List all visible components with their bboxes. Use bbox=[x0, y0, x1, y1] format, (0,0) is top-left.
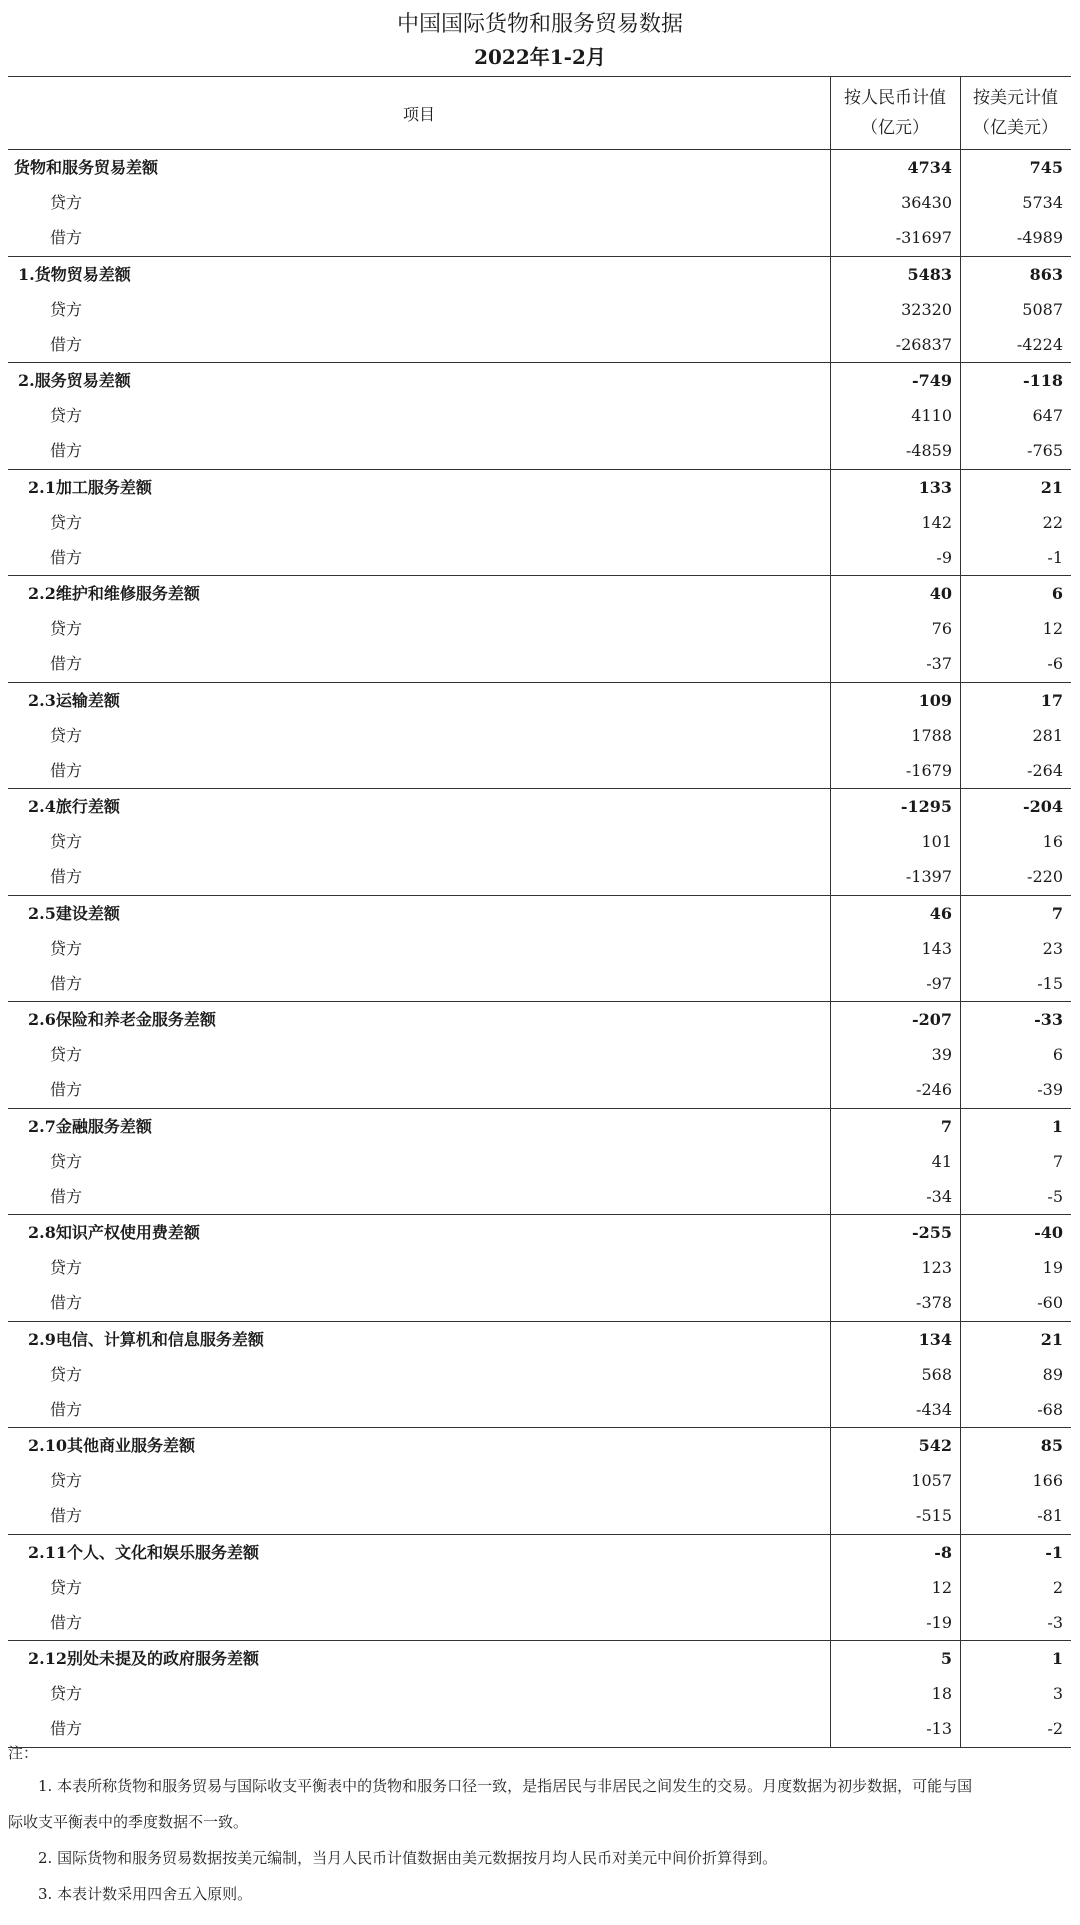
table-group bbox=[8, 1002, 1071, 1109]
credit-row bbox=[8, 1570, 1071, 1605]
column-divider bbox=[960, 789, 961, 895]
usd-value: -2 bbox=[1047, 1719, 1063, 1739]
rmb-value: 76 bbox=[931, 619, 952, 639]
row-label: 2.1加工服务差额 bbox=[28, 477, 152, 497]
column-divider bbox=[960, 1002, 961, 1108]
column-divider bbox=[830, 683, 831, 789]
rmb-value: 46 bbox=[929, 903, 952, 923]
usd-value: 23 bbox=[1042, 938, 1063, 958]
rmb-value: 1788 bbox=[911, 725, 952, 745]
credit-row bbox=[8, 1357, 1071, 1392]
notes bbox=[8, 1738, 1071, 1912]
usd-value: 1 bbox=[1051, 1649, 1063, 1668]
header-usd bbox=[960, 77, 1071, 149]
rmb-value: 40 bbox=[929, 584, 952, 603]
debit-row bbox=[8, 1392, 1071, 1427]
balance-row bbox=[8, 1641, 1071, 1676]
row-label: 2.10其他商业服务差额 bbox=[28, 1436, 195, 1455]
row-label: 借方 bbox=[50, 1186, 83, 1206]
usd-value: -4989 bbox=[1016, 228, 1063, 248]
credit-row bbox=[8, 185, 1071, 220]
column-divider bbox=[960, 1109, 961, 1215]
credit-row bbox=[8, 292, 1071, 327]
row-label: 借方 bbox=[50, 973, 83, 993]
rmb-value: 568 bbox=[921, 1364, 952, 1384]
rmb-value: 7 bbox=[940, 1116, 952, 1136]
usd-value: -39 bbox=[1037, 1080, 1063, 1100]
column-divider bbox=[830, 470, 831, 576]
usd-value: -118 bbox=[1022, 371, 1063, 390]
debit-row bbox=[8, 433, 1071, 468]
rmb-value: 41 bbox=[931, 1151, 952, 1171]
rmb-value: 5 bbox=[940, 1649, 952, 1668]
row-label: 借方 bbox=[50, 867, 83, 887]
table-group bbox=[8, 1428, 1071, 1535]
row-label: 贷方 bbox=[50, 619, 83, 639]
usd-value: 5087 bbox=[1022, 299, 1063, 319]
usd-value: -68 bbox=[1037, 1399, 1063, 1419]
column-divider bbox=[960, 77, 961, 149]
note-2: 2. 国际货物和服务贸易数据按美元编制，当月人民币计值数据由美元数据按月均人民币对美元中间价折算得到。 bbox=[38, 1849, 778, 1867]
usd-value: 12 bbox=[1042, 619, 1063, 639]
column-divider bbox=[830, 1322, 831, 1428]
usd-value: 166 bbox=[1032, 1471, 1063, 1491]
debit-row bbox=[8, 220, 1071, 255]
rmb-value: 4110 bbox=[911, 406, 952, 426]
row-label: 贷方 bbox=[50, 193, 83, 213]
rmb-value: -434 bbox=[916, 1399, 952, 1419]
balance-row bbox=[8, 789, 1071, 824]
table-group bbox=[8, 1322, 1071, 1429]
usd-value: 6 bbox=[1051, 584, 1063, 603]
table-group bbox=[8, 789, 1071, 896]
rmb-value: 143 bbox=[921, 938, 952, 958]
row-label: 贷方 bbox=[50, 1364, 83, 1384]
row-label: 借方 bbox=[50, 441, 83, 461]
row-label: 借方 bbox=[50, 334, 83, 354]
usd-value: -33 bbox=[1034, 1010, 1063, 1029]
row-label: 借方 bbox=[50, 1612, 83, 1632]
usd-value: 647 bbox=[1032, 406, 1063, 426]
credit-row bbox=[8, 1676, 1071, 1711]
column-divider bbox=[830, 1535, 831, 1641]
rmb-value: -4859 bbox=[905, 441, 952, 461]
table-body bbox=[8, 150, 1071, 1747]
credit-row bbox=[8, 1250, 1071, 1285]
rmb-value: 18 bbox=[931, 1684, 952, 1704]
rmb-value: 142 bbox=[921, 512, 952, 532]
debit-row bbox=[8, 327, 1071, 362]
usd-value: -1 bbox=[1045, 1542, 1063, 1562]
usd-value: 7 bbox=[1052, 1151, 1063, 1171]
row-label: 2.11个人、文化和娱乐服务差额 bbox=[28, 1542, 259, 1562]
row-label: 2.12别处未提及的政府服务差额 bbox=[28, 1649, 259, 1668]
rmb-value: -97 bbox=[926, 973, 952, 993]
row-label: 借方 bbox=[50, 654, 83, 674]
balance-row bbox=[8, 1002, 1071, 1037]
table-group bbox=[8, 1535, 1071, 1642]
column-divider bbox=[960, 1215, 961, 1321]
row-label: 贷方 bbox=[50, 725, 83, 745]
usd-value: -6 bbox=[1047, 654, 1063, 674]
usd-value: 1 bbox=[1051, 1116, 1063, 1136]
column-divider bbox=[830, 150, 831, 256]
rmb-value: 36430 bbox=[901, 193, 952, 213]
rmb-value: -246 bbox=[916, 1080, 952, 1100]
balance-row bbox=[8, 1215, 1071, 1250]
credit-row bbox=[8, 398, 1071, 433]
column-divider bbox=[960, 1641, 961, 1747]
debit-row bbox=[8, 646, 1071, 681]
column-divider bbox=[960, 576, 961, 682]
row-label: 贷方 bbox=[50, 1151, 83, 1171]
column-divider bbox=[830, 1641, 831, 1747]
rmb-value: 1057 bbox=[911, 1471, 952, 1491]
row-label: 2.6保险和养老金服务差额 bbox=[28, 1010, 216, 1029]
usd-value: 19 bbox=[1042, 1258, 1063, 1278]
balance-row bbox=[8, 470, 1071, 505]
debit-row bbox=[8, 966, 1071, 1001]
balance-row bbox=[8, 257, 1071, 292]
table-header bbox=[8, 77, 1071, 150]
usd-value: -220 bbox=[1027, 867, 1063, 887]
row-label: 借方 bbox=[50, 1399, 83, 1419]
balance-row bbox=[8, 1535, 1071, 1570]
rmb-value: 4734 bbox=[907, 158, 952, 177]
usd-value: -81 bbox=[1037, 1506, 1063, 1526]
note-3: 3. 本表计数采用四舍五入原则。 bbox=[38, 1885, 253, 1903]
header-rmb bbox=[830, 77, 960, 149]
credit-row bbox=[8, 931, 1071, 966]
rmb-value: 542 bbox=[918, 1436, 952, 1455]
note-1-continued: 际收支平衡表中的季度数据不一致。 bbox=[8, 1813, 249, 1831]
header-usd-line2: （亿美元） bbox=[973, 118, 1058, 138]
column-divider bbox=[830, 576, 831, 682]
table-group bbox=[8, 470, 1071, 577]
column-divider bbox=[960, 1428, 961, 1534]
credit-row bbox=[8, 1037, 1071, 1072]
header-item: 项目 bbox=[402, 104, 435, 124]
rmb-value: -255 bbox=[911, 1223, 952, 1242]
page-subtitle: 2022年1-2月 bbox=[474, 45, 606, 69]
usd-value: -5 bbox=[1047, 1186, 1063, 1206]
usd-value: -4224 bbox=[1016, 334, 1063, 354]
balance-row bbox=[8, 683, 1071, 718]
usd-value: -204 bbox=[1022, 797, 1063, 816]
table-group bbox=[8, 1215, 1071, 1322]
row-label: 2.服务贸易差额 bbox=[18, 371, 131, 390]
usd-value: 89 bbox=[1042, 1364, 1063, 1384]
usd-value: 21 bbox=[1040, 477, 1063, 497]
column-divider bbox=[960, 1322, 961, 1428]
row-label: 2.9电信、计算机和信息服务差额 bbox=[28, 1329, 264, 1349]
table-group bbox=[8, 576, 1071, 683]
row-label: 货物和服务贸易差额 bbox=[14, 158, 159, 177]
debit-row bbox=[8, 540, 1071, 575]
usd-value: 863 bbox=[1029, 264, 1063, 284]
balance-row bbox=[8, 150, 1071, 185]
header-usd-line1: 按美元计值 bbox=[973, 88, 1058, 108]
usd-value: 281 bbox=[1032, 725, 1063, 745]
rmb-value: 109 bbox=[918, 690, 952, 710]
balance-row bbox=[8, 576, 1071, 611]
rmb-value: 12 bbox=[931, 1577, 952, 1597]
row-label: 借方 bbox=[50, 1293, 83, 1313]
column-divider bbox=[830, 77, 831, 149]
row-label: 借方 bbox=[50, 228, 83, 248]
row-label: 贷方 bbox=[50, 1577, 83, 1597]
column-divider bbox=[960, 150, 961, 256]
table-group bbox=[8, 683, 1071, 790]
row-label: 贷方 bbox=[50, 1045, 83, 1065]
rmb-value: -34 bbox=[926, 1186, 952, 1206]
usd-value: 2 bbox=[1052, 1577, 1063, 1597]
rmb-value: -378 bbox=[916, 1293, 952, 1313]
debit-row bbox=[8, 1605, 1071, 1640]
rmb-value: -1295 bbox=[900, 797, 952, 816]
debit-row bbox=[8, 1072, 1071, 1107]
debit-row bbox=[8, 1179, 1071, 1214]
rmb-value: 101 bbox=[921, 832, 952, 852]
rmb-value: -1679 bbox=[905, 760, 952, 780]
table-group bbox=[8, 257, 1071, 364]
table-group bbox=[8, 1109, 1071, 1216]
usd-value: -1 bbox=[1047, 547, 1063, 567]
usd-value: 7 bbox=[1051, 903, 1063, 923]
column-divider bbox=[830, 257, 831, 363]
rmb-value: -8 bbox=[934, 1542, 952, 1562]
balance-row bbox=[8, 1109, 1071, 1144]
usd-value: -15 bbox=[1037, 973, 1063, 993]
rmb-value: -31697 bbox=[895, 228, 952, 248]
usd-value: -3 bbox=[1047, 1612, 1063, 1632]
row-label: 2.8知识产权使用费差额 bbox=[28, 1223, 200, 1242]
debit-row bbox=[8, 1498, 1071, 1533]
row-label: 贷方 bbox=[50, 1471, 83, 1491]
row-label: 2.7金融服务差额 bbox=[28, 1116, 152, 1136]
table-group bbox=[8, 1641, 1071, 1747]
rmb-value: -26837 bbox=[895, 334, 952, 354]
row-label: 借方 bbox=[50, 1719, 83, 1739]
row-label: 贷方 bbox=[50, 1684, 83, 1704]
usd-value: 21 bbox=[1040, 1329, 1063, 1349]
credit-row bbox=[8, 505, 1071, 540]
table-group bbox=[8, 896, 1071, 1003]
usd-value: 3 bbox=[1052, 1684, 1063, 1704]
header-rmb-line2: （亿元） bbox=[861, 118, 929, 138]
trade-table bbox=[8, 76, 1071, 1748]
row-label: 贷方 bbox=[50, 406, 83, 426]
balance-row bbox=[8, 363, 1071, 398]
table-group bbox=[8, 150, 1071, 257]
column-divider bbox=[830, 1002, 831, 1108]
credit-row bbox=[8, 718, 1071, 753]
column-divider bbox=[960, 683, 961, 789]
usd-value: 745 bbox=[1029, 158, 1063, 177]
column-divider bbox=[830, 1109, 831, 1215]
debit-row bbox=[8, 1285, 1071, 1320]
usd-value: -765 bbox=[1027, 441, 1063, 461]
row-label: 2.2维护和维修服务差额 bbox=[28, 584, 200, 603]
row-label: 贷方 bbox=[50, 832, 83, 852]
column-divider bbox=[960, 1535, 961, 1641]
column-divider bbox=[830, 896, 831, 1002]
rmb-value: 5483 bbox=[907, 264, 952, 284]
column-divider bbox=[830, 1215, 831, 1321]
rmb-value: -37 bbox=[926, 654, 952, 674]
row-label: 2.3运输差额 bbox=[28, 690, 120, 710]
row-label: 借方 bbox=[50, 547, 83, 567]
rmb-value: -19 bbox=[926, 1612, 952, 1632]
row-label: 借方 bbox=[50, 1080, 83, 1100]
rmb-value: 133 bbox=[918, 477, 952, 497]
rmb-value: 32320 bbox=[901, 299, 952, 319]
column-divider bbox=[960, 896, 961, 1002]
balance-row bbox=[8, 1322, 1071, 1357]
debit-row bbox=[8, 753, 1071, 788]
rmb-value: 39 bbox=[931, 1045, 952, 1065]
rmb-value: -749 bbox=[911, 371, 952, 390]
row-label: 贷方 bbox=[50, 512, 83, 532]
usd-value: 5734 bbox=[1022, 193, 1063, 213]
notes-heading: 注： bbox=[8, 1744, 39, 1762]
usd-value: 16 bbox=[1042, 832, 1063, 852]
rmb-value: -9 bbox=[936, 547, 952, 567]
rmb-value: -207 bbox=[911, 1010, 952, 1029]
row-label: 贷方 bbox=[50, 938, 83, 958]
header-rmb-line1: 按人民币计值 bbox=[844, 88, 946, 108]
rmb-value: 123 bbox=[921, 1258, 952, 1278]
balance-row bbox=[8, 1428, 1071, 1463]
column-divider bbox=[960, 363, 961, 469]
usd-value: 22 bbox=[1042, 512, 1063, 532]
column-divider bbox=[960, 257, 961, 363]
credit-row bbox=[8, 611, 1071, 646]
usd-value: 6 bbox=[1052, 1045, 1063, 1065]
page-title: 中国国际货物和服务贸易数据 bbox=[396, 12, 683, 37]
debit-row bbox=[8, 859, 1071, 894]
column-divider bbox=[830, 1428, 831, 1534]
balance-row bbox=[8, 896, 1071, 931]
rmb-value: -13 bbox=[926, 1719, 952, 1739]
usd-value: 85 bbox=[1040, 1436, 1063, 1455]
table-group bbox=[8, 363, 1071, 470]
column-divider bbox=[830, 789, 831, 895]
row-label: 2.4旅行差额 bbox=[28, 797, 120, 816]
usd-value: -40 bbox=[1034, 1223, 1063, 1242]
row-label: 贷方 bbox=[50, 1258, 83, 1278]
credit-row bbox=[8, 1463, 1071, 1498]
usd-value: 17 bbox=[1040, 690, 1063, 710]
row-label: 2.5建设差额 bbox=[28, 903, 120, 923]
rmb-value: 134 bbox=[918, 1329, 952, 1349]
rmb-value: -515 bbox=[916, 1506, 952, 1526]
usd-value: -264 bbox=[1027, 760, 1063, 780]
row-label: 借方 bbox=[50, 760, 83, 780]
row-label: 1.货物贸易差额 bbox=[18, 264, 131, 284]
usd-value: -60 bbox=[1037, 1293, 1063, 1313]
credit-row bbox=[8, 1144, 1071, 1179]
column-divider bbox=[830, 363, 831, 469]
row-label: 借方 bbox=[50, 1506, 83, 1526]
note-1: 1. 本表所称货物和服务贸易与国际收支平衡表中的货物和服务口径一致，是指居民与非居民之间发生的交易。月度数据为初步数据，可能与国 bbox=[38, 1777, 973, 1795]
column-divider bbox=[960, 470, 961, 576]
rmb-value: -1397 bbox=[905, 867, 952, 887]
row-label: 贷方 bbox=[50, 299, 83, 319]
credit-row bbox=[8, 824, 1071, 859]
